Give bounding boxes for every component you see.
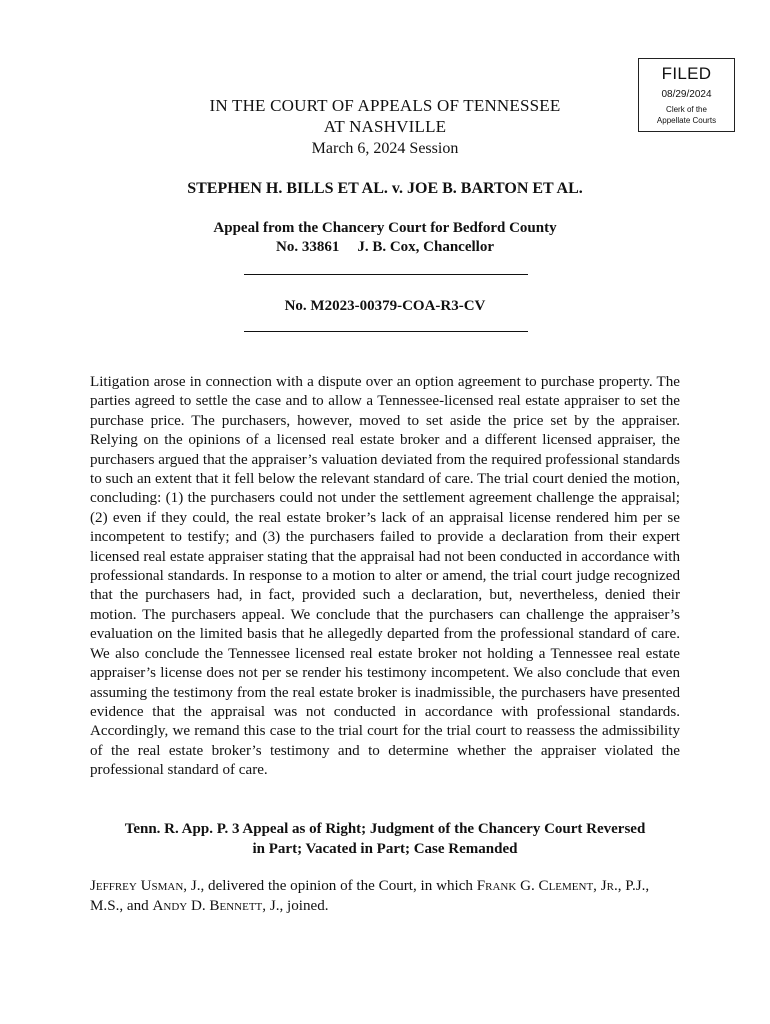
divider-rule [244,331,528,332]
appellate-docket-number: No. M2023-00379-COA-R3-CV [284,298,486,314]
joining-judge: Frank G. Clement, Jr. [476,878,618,894]
court-name-line: IN THE COURT OF APPEALS OF TENNESSEE [209,96,561,115]
divider-rule [244,274,528,275]
trial-docket-line [90,238,680,257]
disposition [90,820,680,859]
opinion-text: , delivered the opinion of the Court, in which [200,878,477,894]
opinion-text: , joined. [279,898,329,914]
stamp-filed-date: 08/29/2024 [661,89,712,100]
disposition-line: Tenn. R. App. P. 3 Appeal as of Right; Judgment of the Chancery Court Reversed [124,821,646,837]
case-title: STEPHEN H. BILLS ET AL. v. JOE B. BARTON ET AL. [187,180,583,197]
appeal-origin [90,219,680,257]
stamp-filed-label: FILED [661,64,712,83]
opinion-text: , P.J., M.S., and [90,878,650,914]
trial-case-number: No. 33861 [275,239,340,255]
court-location-line: AT NASHVILLE [323,117,447,136]
author-name: Jeffrey Usman, J. [90,878,201,894]
joining-judge: Andy D. Bennett, J. [152,898,280,914]
case-summary: Litigation arose in connection with a dispute over an option agreement to purchase property. The parties agreed to settle the case and to allow a Tennessee-licensed real estate appraiser to set the purchase price. The purchasers, however, moved to set aside the price set by the appraiser. Relying on the opinions of a licensed real estate broker and a different licensed appraiser, the purchasers argued that the appraiser’s valuation deviated from the required professional standards to such an extent that it fell below the relevant standard of care. The trial court denied the motion, concluding: (1) the purchasers could not under the settlement agreement challenge the appraisal; (2) even if they could, the real estate broker’s lack of an appraisal license rendered him per se incompetent to testify; and (3) the purchasers failed to provide a declaration from their expert licensed real estate appraiser stating that the appraisal had not been conducted in accordance with professional standards. In response to a motion to alter or amend, the trial court judge recognized that the purchasers had, in fact, provided such a declaration, but, nevertheless, denied their motion. The purchasers appeal. We conclude that the purchasers can challenge the appraiser’s evaluation on the limited basis that he allegedly departed from the professional standard of care. We also conclude the Tennessee licensed real estate broker not holding a Tennessee real estate appraiser’s license does not per se render his testimony incompetent. We also conclude that even assuming the testimony from the real estate broker is inadmissible, the purchasers have presented evidence that the appraisal was not conducted in accordance with professional standards. Accordingly, we remand this case to the trial court for the trial court to reassess the admissibility of the real estate broker’s testimony and to determine whether the appraiser violated the professional standard of care. [90,374,680,779]
stamp-courts-line: Appellate Courts [656,116,717,125]
opinion-authorship [90,876,680,916]
session-date: March 6, 2024 Session [311,140,459,157]
court-heading [90,95,680,137]
disposition-line: in Part; Vacated in Part; Case Remanded [252,840,518,857]
appeal-from-line: Appeal from the Chancery Court for Bedford County [213,220,557,236]
stamp-clerk-line: Clerk of the [666,105,707,114]
trial-judge: J. B. Cox, Chancellor [357,239,494,255]
